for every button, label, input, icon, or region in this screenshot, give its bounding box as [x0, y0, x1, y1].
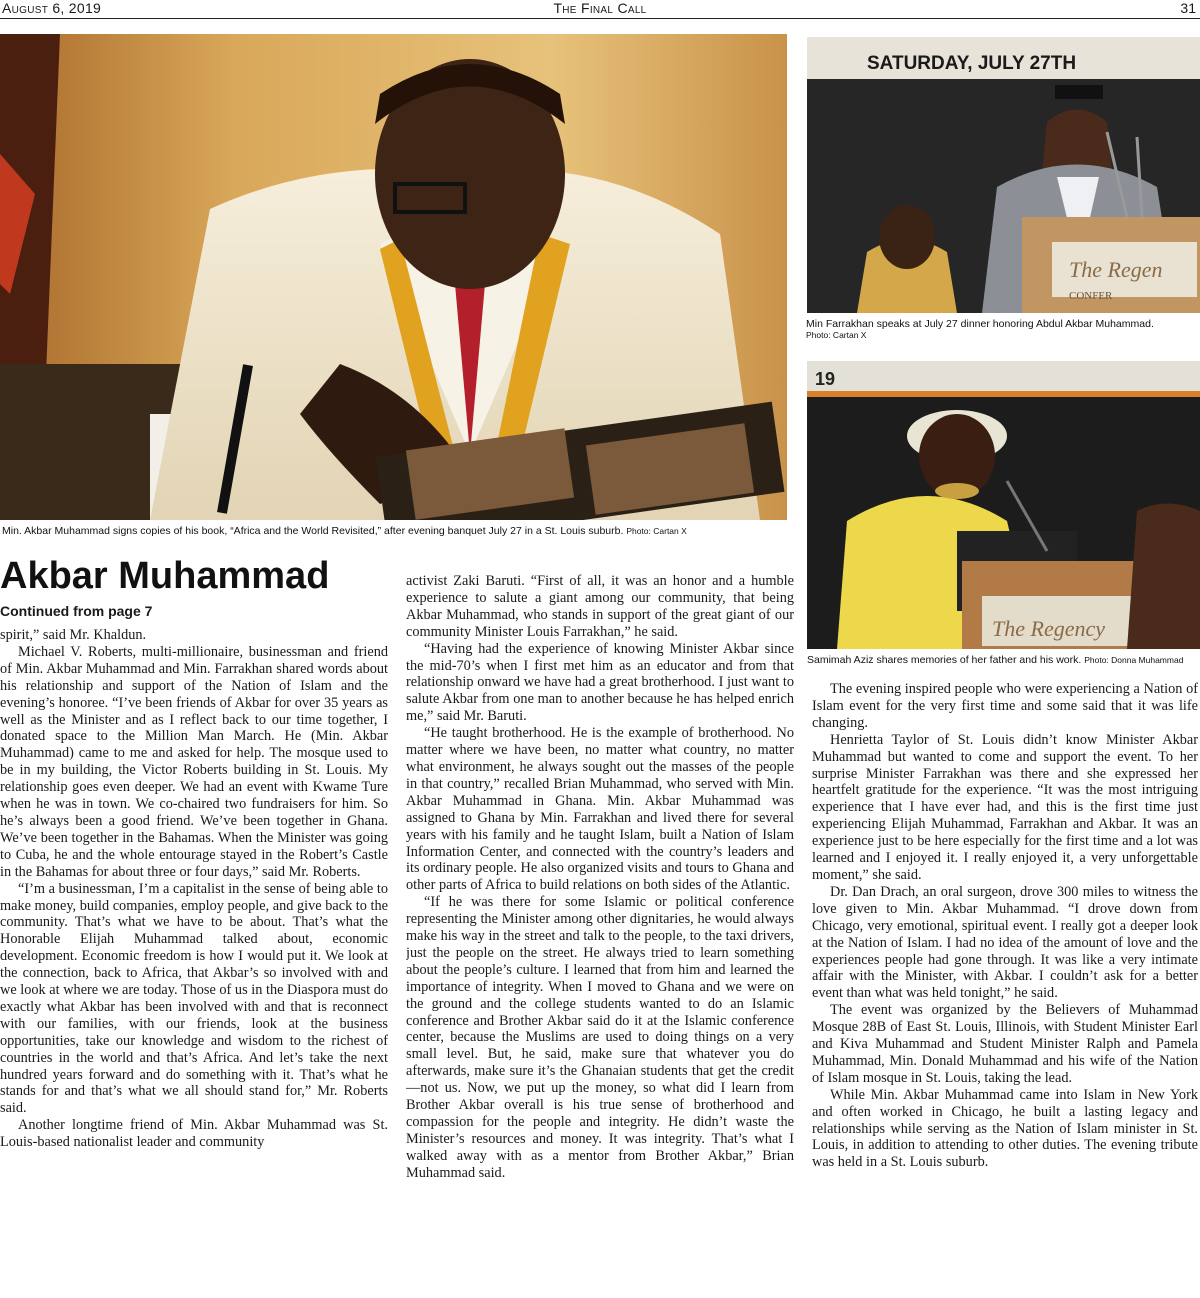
caption-text: Min Farrakhan speaks at July 27 dinner honoring Abdul Akbar Muhammad. [806, 318, 1154, 330]
paragraph: The event was organized by the Believers of Muhammad Mosque 28B of East St. Louis, Illinois, with Student Minister Earl and Kiva Muhammad and Student Minister Ralph and Pamela Muhammad, Min. Donald Muhammad and his wife of the Nation of Islam mosque in St. Louis, taking the lead. [812, 1002, 1198, 1086]
speaker-at-podium-photo [807, 37, 1200, 313]
top-right-caption [806, 318, 1200, 340]
book-signing-photo [0, 34, 787, 520]
page-header [0, 0, 1200, 19]
page-number: 31 [1180, 0, 1196, 16]
banner-text: 19 [815, 369, 836, 389]
article-column-2 [406, 573, 794, 1298]
newspaper-name: The Final Call [553, 0, 647, 16]
paragraph: Michael V. Roberts, multi-millionaire, businessman and friend of Min. Akbar Muhammad and Min. Farrakhan shared words about his relationship and support of the Nation of Islam and the evening’s honoree. “I’ve been friends of Akbar for over 35 years as well as the Minister and as I reflect back to our time together, I donated space to the Million Man March. He (Min. Akbar Muhammad) came to me and asked for help. The mosque used to be in my building, the Victor Roberts building in St. Louis. My relationship goes even deeper. We had an event with Kwame Ture when he was in town. We co-chaired two fundraisers for him. So he’s always been a good friend. We’ve been together in Ghana. We’ve been together in the Bahamas. When the Minister was going to Cuba, he and the whole entourage stayed in the Robert’s Castle in the Bahamas for about three or four days,” said Mr. Roberts. [0, 643, 388, 880]
podium-subtext: CONFER [1069, 290, 1113, 302]
paragraph: The evening inspired people who were experiencing a Nation of Islam event for the very first time and some said that it was life changing. [812, 681, 1198, 731]
podium-text: The Regency [992, 616, 1105, 641]
paragraph: activist Zaki Baruti. “First of all, it was an honor and a humble experience to salute a giant among our community, that being Akbar Muhammad, who stands in support of the great giant of our community Minister Louis Farrakhan,” he said. [406, 573, 794, 640]
article-column-3 [812, 681, 1198, 1298]
paragraph: “Having had the experience of knowing Minister Akbar since the mid-70’s when I first met him as an educator and from that relationship onward we have had a great brotherhood. I just want to salute Akbar from one man to another because he has helped enrich me,” said Mr. Baruti. [406, 640, 794, 725]
caption-text: Samimah Aziz shares memories of her father and his work. [807, 654, 1082, 666]
paragraph: Another longtime friend of Min. Akbar Muhammad was St. Louis-based nationalist leader and community [0, 1117, 388, 1151]
paragraph: spirit,” said Mr. Khaldun. [0, 627, 147, 643]
main-photo [0, 34, 787, 520]
bottom-right-photo [807, 361, 1200, 649]
banner-text: SATURDAY, JULY 27TH [867, 53, 1077, 74]
main-photo-caption [2, 525, 787, 537]
photo-credit: Photo: Cartan X [806, 330, 867, 340]
issue-date: August 6, 2019 [2, 0, 102, 16]
speaker-in-yellow-photo [807, 361, 1200, 649]
top-right-photo [807, 37, 1200, 313]
photo-credit: Photo: Cartan X [626, 526, 687, 536]
podium-text: The Regen [1069, 257, 1163, 282]
paragraph: Dr. Dan Drach, an oral surgeon, drove 300 miles to witness the love given to Min. Akbar Muhammad. “I drove down from Chicago, very emotional, spiritual event. I really got a deeper look at the Nation of Islam. I had no idea of the amount of love and the experiences people had gone through. It was like a very intimate affair with the Minister, with Akbar. I couldn’t ask for a better event than what was held tonight,” he said. [812, 883, 1198, 1002]
paragraph: “I’m a businessman, I’m a capitalist in the sense of being able to make money, build companies, employ people, and give back to the community. That’s what we have to be about. That’s what the Honorable Elijah Muhammad talked about, economic development. Economic freedom is how I would put it. We look at the connection, back to Africa, that Akbar’s so involved with and we look at where we are today. Those of us in the Diaspora must do exactly what Akbar has been involved with and that is reconnect with our families, with our friends, look at the business opportunities, take our knowledge and wisdom to the richest of countries in the world and that’s Africa. And let’s take the next hundred years forward and do something with it. That’s what he stands for and that’s what we all should stand for,” Mr. Roberts said. [0, 880, 388, 1117]
paragraph: “If he was there for some Islamic or political conference representing the Minister among other dignitaries, he would always make his way in the street and talk to the people, to the taxi drivers, just the people on the street. He always tried to learn something about the people’s culture. I learned that from him and learned the importance of integrity. When I moved to Ghana and we were on the ground and the college students wanted to do an Islamic conference and Brother Akbar said do it at the Islamic conference center, because the Muslims are used to doing things on a very small level. But, he said, make sure that whatever you do afterwards, make sure it’s the Ghanaian students that get the credit—not us. Now, we put up the money, so what did I learn from Brother Akbar overall is his true sense of brotherhood and compassion for the people and integrity. He didn’t waste the Minister’s resources and money. It was integrity. That’s what I walked away with as a mentor from Brother Akbar,” Brian Muhammad said. [406, 894, 794, 1181]
bottom-right-caption [807, 654, 1200, 666]
photo-credit: Photo: Donna Muhammad [1084, 655, 1184, 665]
jump-line: Continued from page 7 [0, 603, 153, 619]
caption-text: Min. Akbar Muhammad signs copies of his book, “Africa and the World Revisited,” after evening banquet July 27 in a St. Louis suburb. [2, 525, 624, 537]
paragraph: Henrietta Taylor of St. Louis didn’t know Minister Akbar Muhammad but wanted to come and support the event. To her surprise Minister Farrakhan was there and she expressed her heartfelt gratitude for the experience. “It was the most intriguing experience that I have ever had, and this is the first time just experiencing Elijah Muhammad, Farrakhan and Akbar. It was an experience just to be here especially for the first time and a lot was learned and I enjoyed it. I really enjoyed it, a very unforgettable moment,” she said. [812, 731, 1198, 883]
article-headline: Akbar Muhammad [0, 555, 330, 597]
article-column-1 [0, 627, 388, 1298]
paragraph: “He taught brotherhood. He is the example of brotherhood. No matter where we have been, no matter what country, no matter what environment, he always sought out the masses of the people in that country,” recalled Brian Muhammad, who served with Min. Akbar Muhammad in Ghana. Min. Akbar Muhammad was assigned to Ghana by Min. Farrakhan and lived there for several years with his family and he taught Islam, built a Nation of Islam Information Center, and connected with the country’s leaders and its ordinary people. He also organized visits and tours to Ghana and other parts of Africa to build relations on both sides of the Atlantic. [406, 725, 794, 894]
paragraph: While Min. Akbar Muhammad came into Islam in New York and often worked in Chicago, he built a lasting legacy and relationships while serving as the Nation of Islam minister in St. Louis, in addition to attending to other duties. The evening tribute was held in a St. Louis suburb. [812, 1086, 1198, 1171]
